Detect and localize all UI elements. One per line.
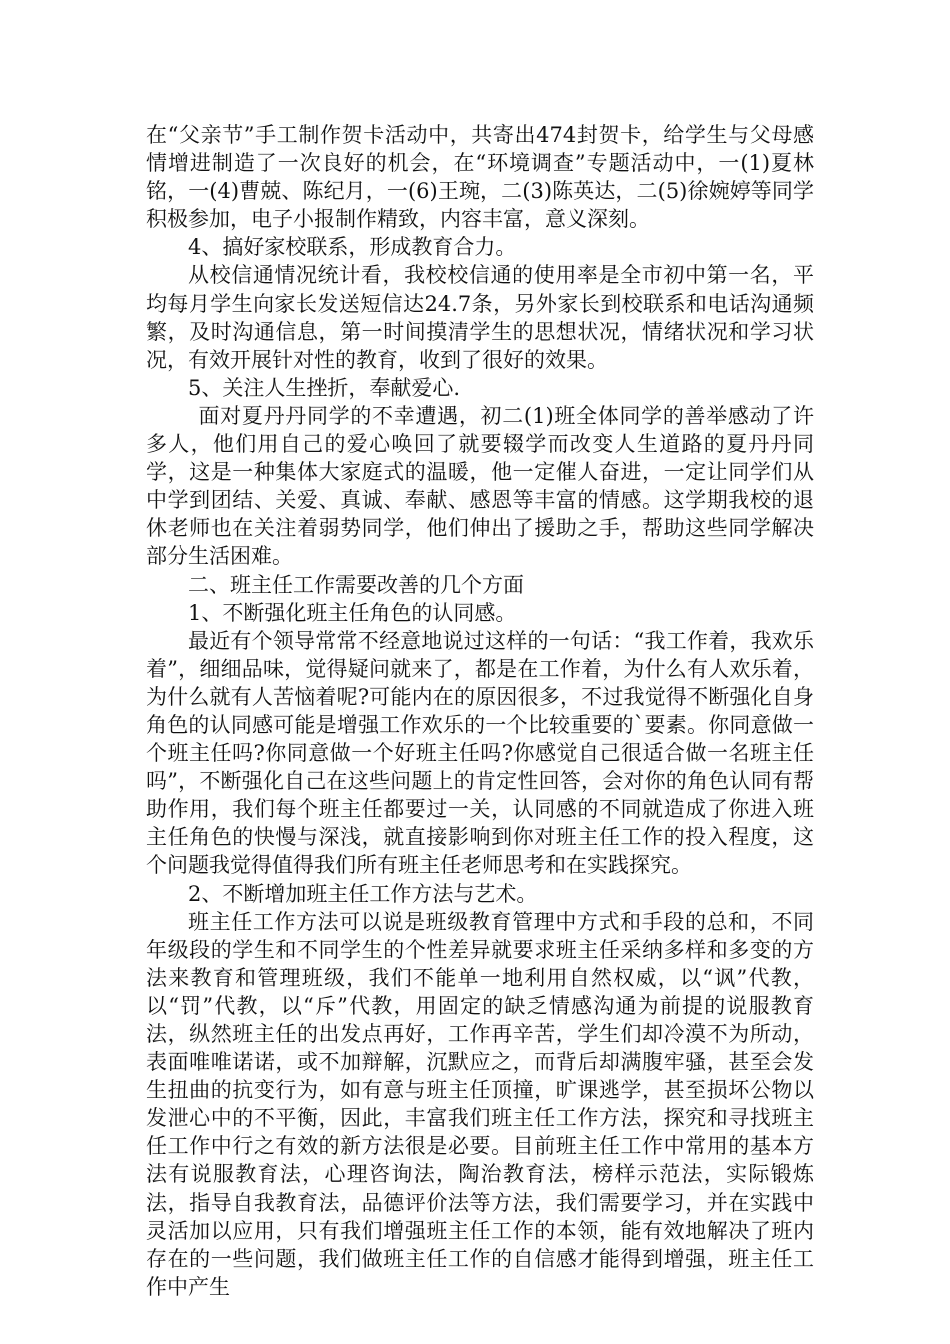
- heading-work-methods: 2、不断增加班主任工作方法与艺术。: [188, 881, 538, 906]
- paragraph-xia-dandan: 面对夏丹丹同学的不幸遭遇，初二(1)班全体同学的善举感动了许多人，他们用自己的爱心唤回了就要辍学而改变人生道路的夏丹丹同学，这是一种集体大家庭式的温暖，他一定催人奋进，一定让同学们从中学到团结、关爱、真诚、奉献、感恩等丰富的情感。这学期我校的退休老师也在关注着弱势同学，他们伸出了援助之手，帮助这些同学解决部分生活困难。: [146, 403, 814, 569]
- paragraph-role-identity: 最近有个领导常常不经意地说过这样的一句话：“我工作着，我欢乐着”，细细品味，觉得疑问就来了，都是在工作着，为什么有人欢乐着，为什么就有人苦恼着呢?可能内在的原因很多，不过我觉得不断强化自身角色的认同感可能是增强工作欢乐的一个比较重要的`要素。你同意做一个班主任吗?你同意做一个好班主任吗?你感觉自己很适合做一名班主任吗”，不断强化自己在这些问题上的肯定性回答，会对你的角色认同有帮助作用，我们每个班主任都要过一关，认同感的不同就造成了你进入班主任角色的快慢与深浅，就直接影响到你对班主任工作的投入程度，这个问题我觉得值得我们所有班主任老师思考和在实践探究。: [146, 628, 814, 878]
- document-body: [146, 121, 814, 1301]
- heading-role-identity: 1、不断强化班主任角色的认同感。: [188, 600, 517, 625]
- paragraph-father-day-activity: 在“父亲节”手工制作贺卡活动中，共寄出474封贺卡，给学生与父母感情增进制造了一次良好的机会，在“环境调查”专题活动中，一(1)夏林铭，一(4)曹兢、陈纪月，一(6)王琬，二(3)陈英达，二(5)徐婉婷等同学积极参加，电子小报制作精致，内容丰富，意义深刻。: [146, 123, 814, 232]
- heading-care-setbacks: 5、关注人生挫折，奉献爱心.: [188, 375, 461, 400]
- paragraph-school-message-stats: 从校信通情况统计看，我校校信通的使用率是全市初中第一名，平均每月学生向家长发送短信达24.7条，另外家长到校联系和电话沟通频繁，及时沟通信息，第一时间摸清学生的思想状况，情绪状况和学习状况，有效开展针对性的教育，收到了很好的效果。: [146, 263, 814, 372]
- heading-section-two: 二、班主任工作需要改善的几个方面: [188, 572, 524, 597]
- paragraph-work-methods: 班主任工作方法可以说是班级教育管理中方式和手段的总和，不同年级段的学生和不同学生的个性差异就要求班主任采纳多样和多变的方法来教育和管理班级，我们不能单一地利用自然权威，以“讽”代教，以“罚”代教，以“斥”代教，用固定的缺乏情感沟通为前提的说服教育法，纵然班主任的出发点再好，工作再辛苦，学生们却冷漠不为所动，表面唯唯诺诺，或不加辩解，沉默应之，而背后却满腹牢骚，甚至会发生扭曲的抗变行为，如有意与班主任顶撞，旷课逃学，甚至损坏公物以发泄心中的不平衡，因此，丰富我们班主任工作方法，探究和寻找班主任工作中行之有效的新方法很是必要。目前班主任工作中常用的基本方法有说服教育法，心理咨询法，陶治教育法，榜样示范法，实际锻炼法，指导自我教育法，品德评价法等方法，我们需要学习，并在实践中灵活加以应用，只有我们增强班主任工作的本领，能有效地解决了班内存在的一些问题，我们做班主任工作的自信感才能得到增强，班主任工作中产生: [146, 909, 814, 1299]
- heading-home-school-contact: 4、搞好家校联系，形成教育合力。: [188, 235, 517, 260]
